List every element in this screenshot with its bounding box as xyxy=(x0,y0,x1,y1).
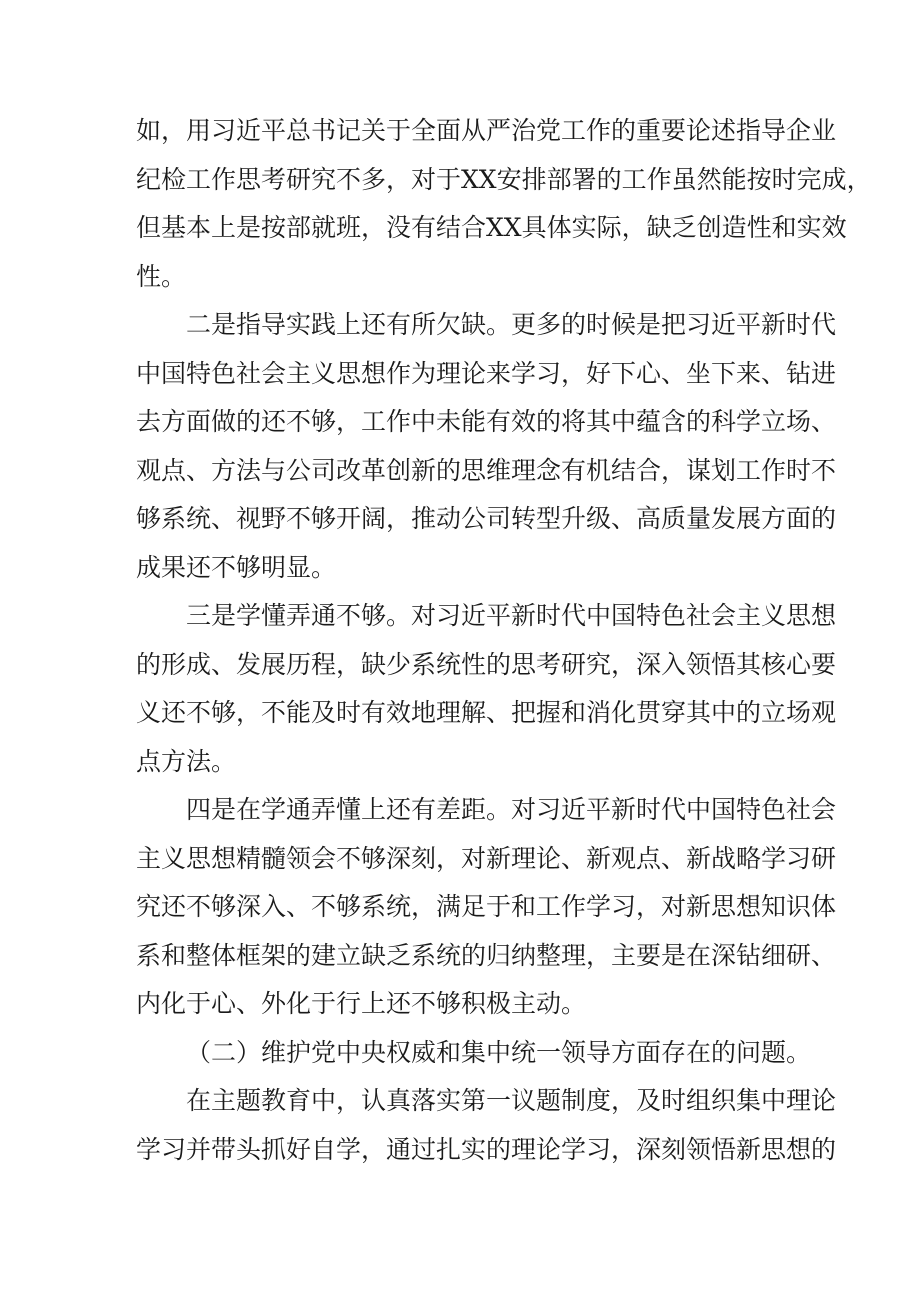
paragraph-theme-education xyxy=(136,1077,837,1174)
text-line: 性。 xyxy=(136,261,187,291)
text-line: 去方面做的还不够，工作中未能有效的将其中蕴含的科学立场、 xyxy=(136,407,837,436)
text-line: 如，用习近平总书记关于全面从严治党工作的重要论述指导企业 xyxy=(136,116,837,145)
text-line: 观点、方法与公司改革创新的思维理念有机结合，谋划工作时不 xyxy=(136,455,837,485)
text-line: 点方法。 xyxy=(136,746,237,776)
text-line: 二是指导实践上还有所欠缺。更多的时候是把习近平新时代 xyxy=(186,310,837,339)
text-line: 的形成、发展历程，缺少系统性的思考研究，深入领悟其核心要 xyxy=(136,649,837,679)
text-line: 纪检工作思考研究不多，对于XX安排部署的工作虽然能按时完成， xyxy=(136,164,872,194)
text-line: 三是学懂弄通不够。对习近平新时代中国特色社会主义思想 xyxy=(186,601,837,630)
text-line: 义还不够，不能及时有效地理解、把握和消化贯穿其中的立场观 xyxy=(136,698,837,727)
paragraph-continuation xyxy=(136,107,872,301)
text-line: 学习并带头抓好自学，通过扎实的理论学习，深刻领悟新思想的 xyxy=(136,1134,837,1164)
text-line: 在主题教育中，认真落实第一议题制度，及时组织集中理论 xyxy=(186,1086,837,1115)
text-line: 成果还不够明显。 xyxy=(136,552,337,582)
document-body xyxy=(136,107,872,1174)
text-line: 四是在学通弄懂上还有差距。对习近平新时代中国特色社会 xyxy=(186,795,837,824)
text-line: 够系统、视野不够开阔，推动公司转型升级、高质量发展方面的 xyxy=(136,504,837,533)
paragraph-study-gap xyxy=(136,786,837,1029)
section-heading xyxy=(136,1029,812,1078)
text-line: 系和整体框架的建立缺乏系统的归纳整理，主要是在深钻细研、 xyxy=(136,940,837,970)
paragraph-understanding xyxy=(136,592,837,786)
text-line: 中国特色社会主义思想作为理论来学习，好下心、坐下来、钻进 xyxy=(136,358,837,388)
text-line: 究还不够深入、不够系统，满足于和工作学习，对新思想知识体 xyxy=(136,892,837,921)
text-line: 主义思想精髓领会不够深刻，对新理论、新观点、新战略学习研 xyxy=(136,843,837,873)
paragraph-practice-guidance xyxy=(136,301,837,592)
text-line: 内化于心、外化于行上还不够积极主动。 xyxy=(136,989,587,1018)
text-line: 但基本上是按部就班，没有结合XX具体实际，缺乏创造性和实效 xyxy=(136,213,847,242)
section-heading-text: （二）维护党中央权威和集中统一领导方面存在的问题。 xyxy=(186,1037,812,1067)
